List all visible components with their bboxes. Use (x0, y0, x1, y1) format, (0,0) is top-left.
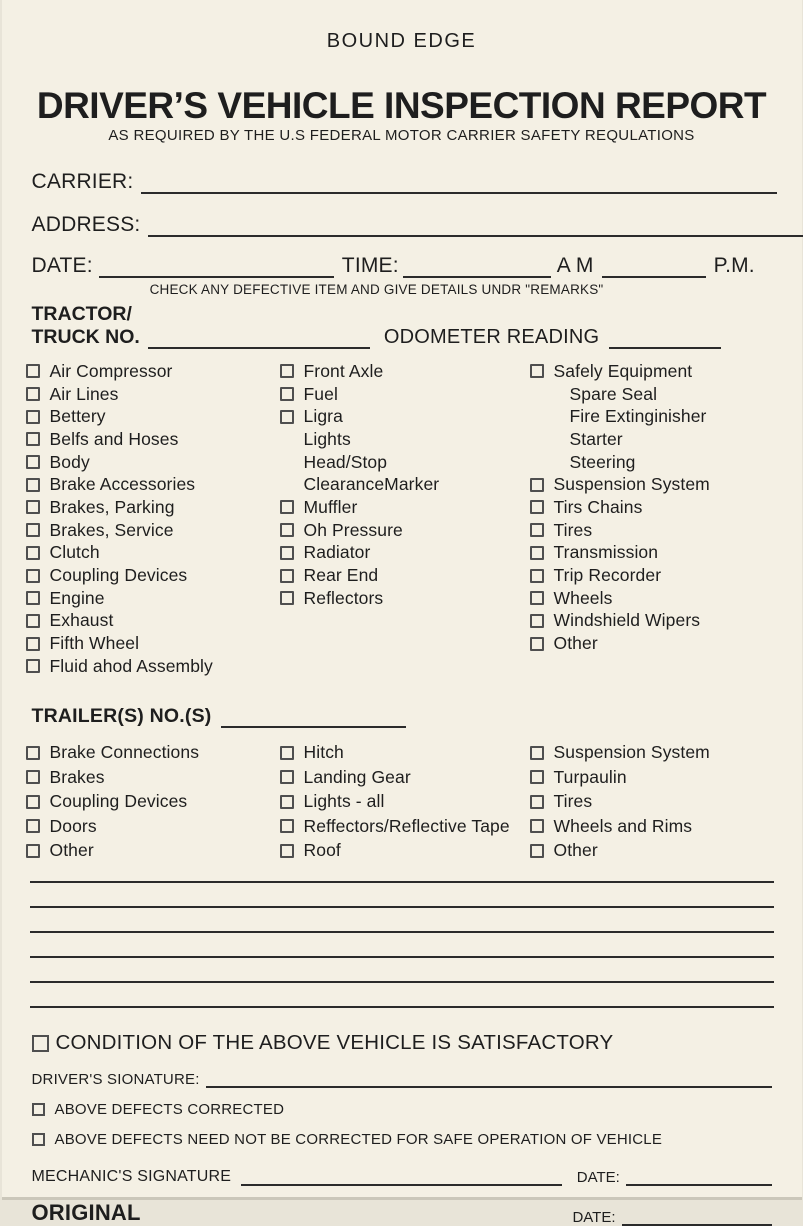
checklist-item-label: Steering (569, 451, 636, 472)
checklist-item-label: Brakes, Service (49, 519, 174, 540)
checklist-item (26, 632, 280, 655)
checklist-item (530, 519, 802, 542)
defects-corrected-label: ABOVE DEFECTS CORRECTED (54, 1101, 285, 1119)
driver-signature-line[interactable] (206, 1082, 772, 1088)
checklist-item (530, 741, 802, 766)
checklist-item-label: Bettery (49, 406, 106, 427)
checkbox[interactable] (530, 523, 544, 537)
checklist-item-label: Other (49, 840, 94, 861)
checklist-item (280, 839, 530, 864)
checklist-item (280, 790, 530, 815)
checklist-item-label: Hitch (303, 742, 344, 763)
address-label: ADDRESS: (31, 213, 141, 236)
tractor-checklist-column-2 (280, 360, 530, 678)
checklist-item-label: Fifth Wheel (49, 633, 140, 654)
checkbox[interactable] (530, 478, 544, 492)
checklist-item (530, 564, 802, 587)
checklist-item (530, 610, 802, 633)
inspection-report-page (2, 0, 802, 1226)
checklist-item (530, 542, 802, 565)
checkbox[interactable] (26, 546, 40, 560)
checklist-item (280, 451, 530, 474)
tractor-label-line1: TRACTOR/ (31, 303, 132, 325)
am-input-line[interactable] (602, 272, 706, 278)
checklist-item-label: Rear End (303, 565, 379, 586)
checklist-item-label: Transmission (553, 542, 659, 563)
checklist-item (546, 383, 802, 406)
checkbox[interactable] (26, 523, 40, 537)
trailer-heading-row (32, 705, 772, 728)
checklist-item (26, 610, 280, 633)
checklist-item (280, 587, 530, 610)
checklist-item-label: Fire Extinginisher (569, 406, 707, 427)
page-subtitle: AS REQUIRED BY THE U.S FEDERAL MOTOR CARRIER SAFETY REQULATIONS (108, 127, 695, 144)
checklist-item-label: Brakes (49, 766, 105, 787)
checklist-item (530, 765, 802, 790)
checklist-item (280, 473, 530, 496)
checklist-item-label: ClearanceMarker (303, 474, 440, 495)
checklist-item (530, 496, 802, 519)
trailer-no-label: TRAILER(S) NO.(S) (31, 704, 212, 727)
mechanic-signature-label: MECHANIC'S SIGNATURE (31, 1168, 232, 1186)
checkbox[interactable] (280, 500, 294, 514)
condition-satisfactory-checkbox[interactable] (32, 1035, 49, 1052)
mechanic-date-line[interactable] (626, 1180, 772, 1186)
checklist-item (280, 814, 530, 839)
checkbox[interactable] (26, 500, 40, 514)
date-label: DATE: (31, 254, 93, 277)
checklist-item-label: Other (553, 633, 598, 654)
remarks-line[interactable] (30, 1006, 774, 1008)
checkbox[interactable] (26, 637, 40, 651)
checklist-item (530, 790, 802, 815)
tractor-checklist (2, 360, 802, 678)
checklist-item-label: Reffectors/Reflective Tape (303, 815, 510, 836)
checklist-item-label: Belfs and Hoses (49, 428, 179, 449)
checkbox[interactable] (280, 844, 294, 858)
checklist-item (280, 765, 530, 790)
remarks-area (30, 881, 774, 1008)
checklist-item (26, 405, 280, 428)
checklist-item (26, 765, 280, 790)
checklist-item-label: Tires (553, 519, 593, 540)
checkbox[interactable] (530, 591, 544, 605)
driver-signature-row (32, 1071, 772, 1088)
truck-no-input-line[interactable] (148, 343, 370, 349)
original-date-line[interactable] (622, 1220, 772, 1226)
original-label: ORIGINAL (31, 1200, 141, 1226)
checklist-item-label: Brake Accessories (49, 474, 196, 495)
checkbox[interactable] (530, 364, 544, 378)
checklist-item (280, 542, 530, 565)
checklist-item-label: Head/Stop (303, 451, 388, 472)
original-date-label: DATE: (572, 1209, 616, 1226)
checklist-item-label: Coupling Devices (49, 565, 188, 586)
checkbox[interactable] (26, 410, 40, 424)
checklist-item-label: Suspension System (553, 742, 710, 763)
am-label: A M (556, 254, 594, 277)
checkbox[interactable] (530, 795, 544, 809)
checklist-item-label: Lights - all (303, 791, 385, 812)
checklist-item-label: Tires (553, 791, 593, 812)
checklist-item (530, 587, 802, 610)
trailer-checklist-column-1 (26, 741, 280, 864)
carrier-row (32, 170, 777, 194)
checkbox[interactable] (280, 546, 294, 560)
checkbox[interactable] (280, 387, 294, 401)
checklist-item-label: Safely Equipment (553, 360, 693, 381)
checklist-item-label: Coupling Devices (49, 791, 188, 812)
trailer-checklist-column-2 (280, 741, 530, 864)
carrier-input-line[interactable] (141, 188, 776, 194)
checklist-item (530, 473, 802, 496)
checklist-item-label: Landing Gear (303, 766, 411, 787)
checklist-item-label: Other (553, 840, 598, 861)
remarks-line[interactable] (30, 906, 774, 908)
truck-no-label: TRUCK NO. (31, 326, 140, 348)
checkbox[interactable] (26, 364, 40, 378)
checklist-item (546, 428, 802, 451)
checklist-item (280, 564, 530, 587)
checkbox[interactable] (530, 844, 544, 858)
date-input-line[interactable] (99, 272, 334, 278)
checklist-item-label: Spare Seal (569, 383, 658, 404)
checkbox[interactable] (530, 637, 544, 651)
trailer-checklist-column-3 (530, 741, 802, 864)
checklist-item-label: Doors (49, 815, 97, 836)
checkbox[interactable] (530, 546, 544, 560)
checklist-item-label: Ligra (303, 406, 343, 427)
checklist-item-label: Suspension System (553, 474, 710, 495)
condition-satisfactory-label: CONDITION OF THE ABOVE VEHICLE IS SATISFACTORY (55, 1031, 614, 1055)
checklist-item (26, 790, 280, 815)
checklist-item (280, 405, 530, 428)
checklist-item-label: Clutch (49, 542, 100, 563)
checklist-item (26, 360, 280, 383)
checkbox[interactable] (280, 746, 294, 760)
trailer-checklist (2, 741, 802, 864)
remarks-line[interactable] (30, 981, 774, 983)
checklist-item (530, 632, 802, 655)
checkbox[interactable] (26, 387, 40, 401)
pm-label: P.M. (713, 254, 755, 277)
defects-corrected-checkbox[interactable] (32, 1103, 45, 1116)
checkbox[interactable] (26, 591, 40, 605)
checkbox[interactable] (26, 819, 40, 833)
checkbox[interactable] (530, 614, 544, 628)
checklist-item-label: Lights (303, 428, 351, 449)
checklist-item-label: Oh Pressure (303, 519, 403, 540)
driver-signature-label: DRIVER'S SIONATURE: (31, 1071, 200, 1089)
defects-not-corrected-checkbox[interactable] (32, 1133, 45, 1146)
address-row (32, 213, 802, 237)
checklist-item-label: Radiator (303, 542, 371, 563)
checklist-item (26, 564, 280, 587)
original-date-group (557, 1209, 771, 1226)
checklist-item (280, 741, 530, 766)
checklist-item (26, 428, 280, 451)
bound-edge-label: BOUND EDGE (326, 30, 477, 52)
checklist-item-label: Starter (569, 428, 623, 449)
checklist-item (280, 360, 530, 383)
page-title: DRIVER’S VEHICLE INSPECTION REPORT (36, 85, 767, 126)
checklist-item (26, 451, 280, 474)
trailer-no-input-line[interactable] (221, 722, 406, 728)
checklist-item (26, 839, 280, 864)
checkbox[interactable] (26, 770, 40, 784)
checklist-item-label: Engine (49, 587, 105, 608)
carrier-label: CARRIER: (31, 170, 134, 193)
checkbox[interactable] (280, 523, 294, 537)
checklist-item (280, 496, 530, 519)
checklist-item-label: Reflectors (303, 587, 384, 608)
checklist-item-label: Tirs Chains (553, 496, 643, 517)
checklist-item-label: Air Compressor (49, 360, 173, 381)
checkbox[interactable] (280, 591, 294, 605)
checkbox[interactable] (280, 569, 294, 583)
remarks-line[interactable] (30, 956, 774, 958)
checkbox[interactable] (280, 410, 294, 424)
checkbox[interactable] (26, 432, 40, 446)
checklist-item-label: Brake Connections (49, 742, 200, 763)
checklist-item (530, 360, 802, 383)
checklist-item (26, 496, 280, 519)
checklist-item-label: Air Lines (49, 383, 119, 404)
time-input-line[interactable] (403, 272, 551, 278)
remarks-line[interactable] (30, 931, 774, 933)
original-row (32, 1200, 772, 1226)
checkbox[interactable] (26, 614, 40, 628)
checkbox[interactable] (26, 569, 40, 583)
checklist-item-label: Wheels (553, 587, 613, 608)
checklist-item (280, 519, 530, 542)
time-label: TIME: (341, 254, 399, 277)
checklist-item-label: Front Axle (303, 360, 384, 381)
checklist-item (26, 814, 280, 839)
checklist-item (26, 655, 280, 678)
mechanic-date-label: DATE: (576, 1169, 620, 1187)
checkbox[interactable] (26, 795, 40, 809)
defects-not-corrected-row (32, 1131, 772, 1148)
checkbox[interactable] (26, 659, 40, 673)
checkbox[interactable] (280, 770, 294, 784)
checklist-item (26, 473, 280, 496)
checklist-item (26, 542, 280, 565)
checklist-item (530, 839, 802, 864)
checklist-item (280, 383, 530, 406)
checklist-item (530, 814, 802, 839)
checklist-item-label: Roof (303, 840, 341, 861)
mechanic-signature-row (32, 1168, 772, 1186)
checkbox[interactable] (280, 364, 294, 378)
checkbox[interactable] (530, 746, 544, 760)
checklist-item (26, 741, 280, 766)
condition-satisfactory-row (32, 1031, 772, 1055)
checklist-item-label: Muffler (303, 496, 358, 517)
address-input-line[interactable] (148, 231, 803, 237)
checklist-item (26, 587, 280, 610)
mechanic-signature-line[interactable] (241, 1180, 562, 1186)
checklist-item (26, 519, 280, 542)
checkbox[interactable] (26, 478, 40, 492)
checkbox[interactable] (26, 844, 40, 858)
checklist-item-label: Exhaust (49, 610, 114, 631)
checklist-item (26, 383, 280, 406)
checklist-item-label: Fluid ahod Assembly (49, 655, 213, 676)
checklist-item (546, 451, 802, 474)
defects-not-corrected-label: ABOVE DEFECTS NEED NOT BE CORRECTED FOR SAFE OPERATION OF VEHICLE (54, 1131, 663, 1149)
tractor-checklist-column-3 (530, 360, 802, 678)
checkbox[interactable] (530, 770, 544, 784)
checkbox[interactable] (530, 569, 544, 583)
checkbox[interactable] (280, 795, 294, 809)
checkbox[interactable] (26, 746, 40, 760)
remarks-line[interactable] (30, 881, 774, 883)
checklist-item-label: Trip Recorder (553, 565, 662, 586)
checkbox[interactable] (530, 819, 544, 833)
checklist-item (546, 405, 802, 428)
checklist-item-label: Body (49, 451, 90, 472)
checklist-item-label: Fuel (303, 383, 338, 404)
checklist-item-label: Turpaulin (553, 766, 627, 787)
tractor-checklist-column-1 (26, 360, 280, 678)
defects-corrected-row (32, 1101, 772, 1118)
checkbox[interactable] (280, 819, 294, 833)
checkbox[interactable] (530, 500, 544, 514)
checklist-item-label: Brakes, Parking (49, 496, 175, 517)
odometer-input-line[interactable] (609, 343, 721, 349)
checklist-item (280, 428, 530, 451)
odometer-reading-label: ODOMETER READING (383, 326, 600, 348)
defective-item-note: CHECK ANY DEFECTIVE ITEM AND GIVE DETAILS UNDR "REMARKS" (149, 282, 604, 297)
date-time-row (32, 254, 772, 278)
truck-no-row (32, 326, 772, 349)
checkbox[interactable] (26, 455, 40, 469)
checklist-item-label: Windshield Wipers (553, 610, 701, 631)
checklist-item-label: Wheels and Rims (553, 815, 693, 836)
